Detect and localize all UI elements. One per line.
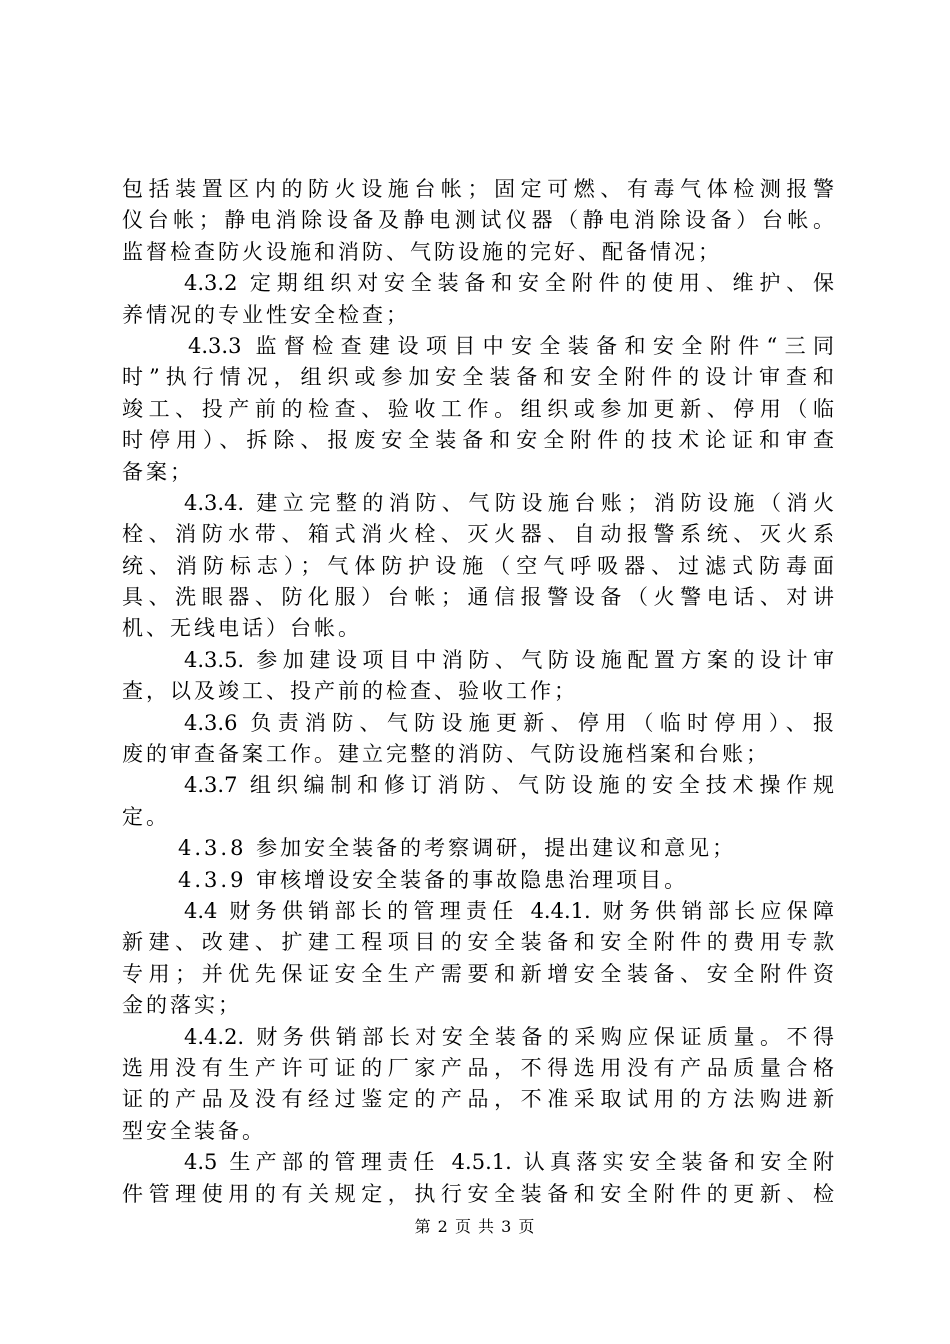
text-line: 4.3.5. 参加建设项目中消防、气防设施配置方案的设计审 <box>184 647 834 672</box>
text-line: 时”执行情况，组织或参加安全装备和安全附件的设计审查和 <box>122 365 834 390</box>
text-line: 4.3.9 审核增设安全装备的事故隐患治理项目。 <box>178 867 689 892</box>
text-line: 废的审查备案工作。建立完整的消防、气防设施档案和台账； <box>122 742 770 767</box>
text-line: 养情况的专业性安全检查； <box>122 302 410 327</box>
text-line: 证的产品及没有经过鉴定的产品，不准采取试用的方法购进新 <box>122 1087 834 1112</box>
text-line: 4.3.8 参加安全装备的考察调研，提出建议和意见； <box>178 836 737 861</box>
text-line: 选用没有生产许可证的厂家产品，不得选用没有产品质量合格 <box>122 1055 834 1080</box>
text-line: 统、消防标志）；气体防护设施（空气呼吸器、过滤式防毒面 <box>122 553 834 578</box>
text-line: 时停用）、拆除、报废安全装备和安全附件的技术论证和审查 <box>122 428 834 453</box>
text-line: 4.3.3 监督检查建设项目中安全装备和安全附件“三同 <box>188 333 834 358</box>
text-line: 定。 <box>122 804 170 829</box>
text-line: 新建、改建、扩建工程项目的安全装备和安全附件的费用专款 <box>122 930 834 955</box>
text-line: 金的落实； <box>122 993 242 1018</box>
text-line: 竣工、投产前的检查、验收工作。组织或参加更新、停用（临 <box>122 396 834 421</box>
text-line: 型安全装备。 <box>122 1118 266 1143</box>
text-line: 4.3.2 定期组织对安全装备和安全附件的使用、维护、保 <box>184 271 834 296</box>
text-line: 件管理使用的有关规定，执行安全装备和安全附件的更新、检 <box>122 1181 834 1206</box>
body-text <box>122 174 834 1210</box>
text-line: 4.3.4. 建立完整的消防、气防设施台账；消防设施（消火 <box>184 490 834 515</box>
text-line: 4.4.2. 财务供销部长对安全装备的采购应保证质量。不得 <box>184 1024 834 1049</box>
text-line: 备案； <box>122 459 194 484</box>
text-line: 4.3.7 组织编制和修订消防、气防设施的安全技术操作规 <box>184 773 834 798</box>
text-line: 专用；并优先保证安全生产需要和新增安全装备、安全附件资 <box>122 961 834 986</box>
text-line: 具、洗眼器、防化服）台帐；通信报警设备（火警电话、对讲 <box>122 585 834 610</box>
text-line: 监督检查防火设施和消防、气防设施的完好、配备情况； <box>122 239 722 264</box>
text-line: 4.5 生产部的管理责任 4.5.1. 认真落实安全装备和安全附 <box>184 1150 834 1175</box>
text-line: 机、无线电话）台帐。 <box>122 616 362 641</box>
text-line: 包括装置区内的防火设施台帐；固定可燃、有毒气体检测报警 <box>122 177 834 201</box>
text-line: 仪台帐；静电消除设备及静电测试仪器（静电消除设备）台帐。 <box>122 208 834 233</box>
text-line: 栓、消防水带、箱式消火栓、灭火器、自动报警系统、灭火系 <box>122 522 834 547</box>
text-line: 4.4 财务供销部长的管理责任 4.4.1. 财务供销部长应保障 <box>184 898 834 923</box>
text-line: 查，以及竣工、投产前的检查、验收工作； <box>122 679 578 704</box>
text-line: 4.3.6 负责消防、气防设施更新、停用（临时停用）、报 <box>184 710 834 735</box>
page-number-footer: 第 2 页 共 3 页 <box>414 1217 536 1236</box>
